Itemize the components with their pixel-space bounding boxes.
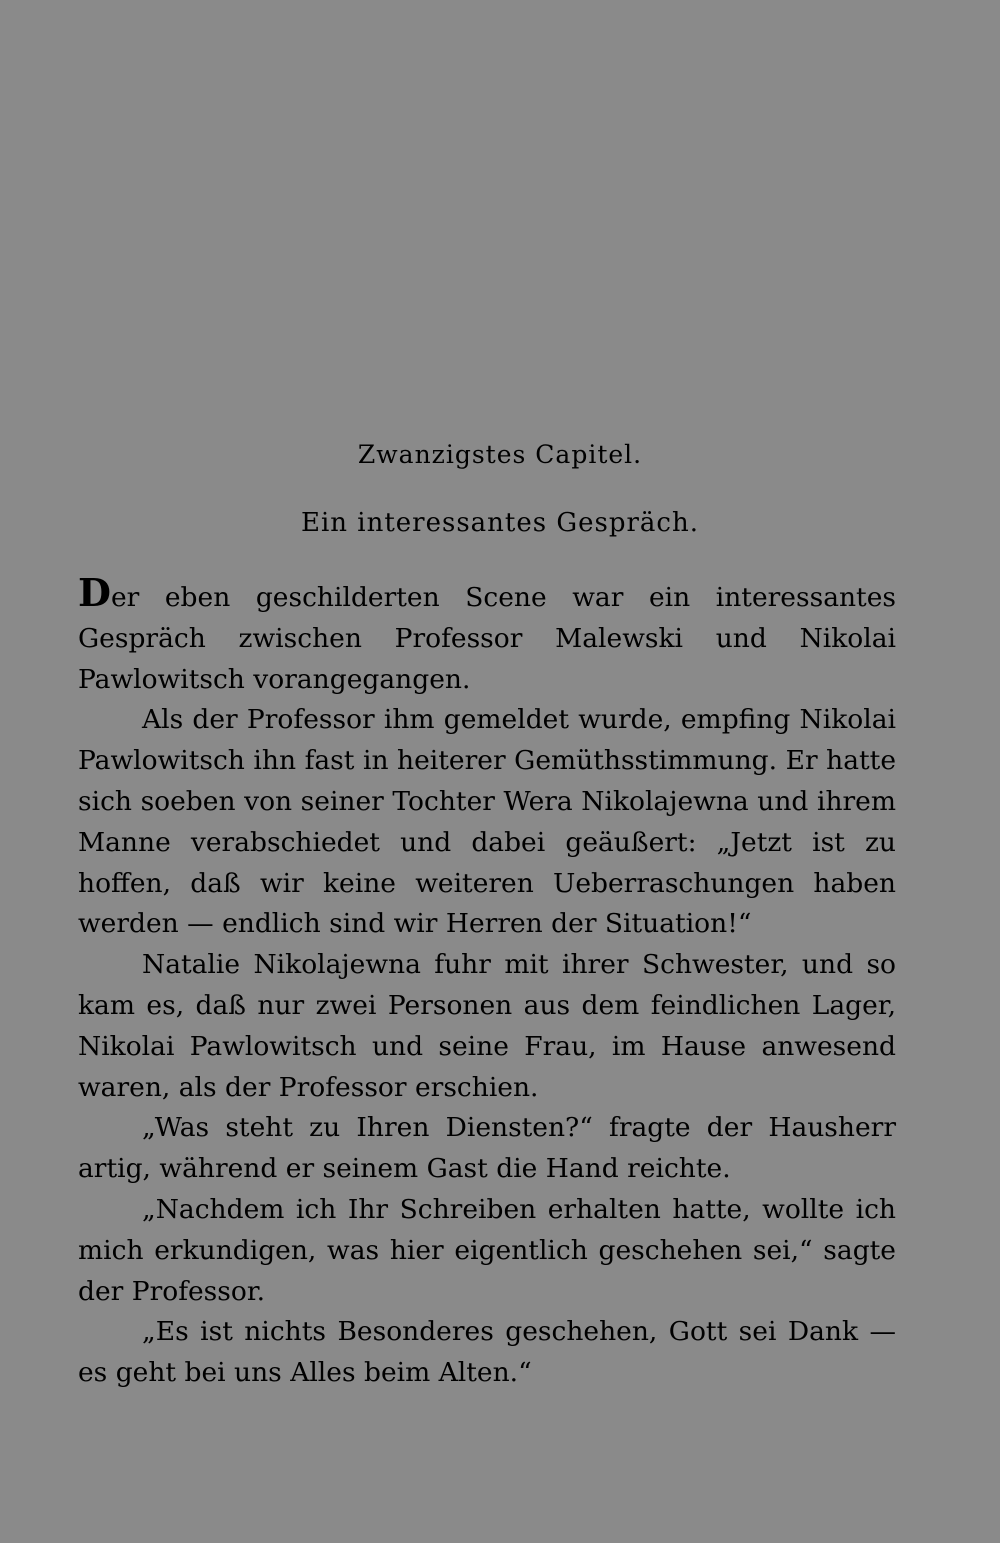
paragraph-6: „Es ist nichts Besonderes geschehen, Gott sei Dank — es geht bei uns Alles beim Alten.“ xyxy=(78,1316,896,1389)
section-title: Ein interessantes Gespräch. xyxy=(300,508,700,538)
paragraph-text: er eben geschilderten Scene war ein interessantes Gespräch zwischen Professor Malewski und Nikolai Pawlowitsch vorangegangen. xyxy=(78,582,896,695)
paragraph-1 xyxy=(78,570,896,700)
paragraph-5: „Nachdem ich Ihr Schreiben erhalten hatte, wollte ich mich erkundigen, was hier eigentlich geschehen sei,“ sagte der Professor. xyxy=(78,1193,896,1307)
paragraph-2: Als der Professor ihm gemeldet wurde, empfing Nikolai Pawlowitsch ihn fast in heiterer Gemüthsstimmung. Er hatte sich soeben von seiner Tochter Wera Nikolajewna und ihrem Manne verabschiedet und dabei geäußert: „Jetzt ist zu hoffen, daß wir keine weiteren Ueberraschungen haben werden — endlich sind wir Herren der Situation!“ xyxy=(78,704,896,940)
chapter-title: Zwanzigstes Capitel. xyxy=(357,440,643,469)
body-text xyxy=(78,570,896,1394)
paragraph-4: „Was steht zu Ihren Diensten?“ fragte der Hausherr artig, während er seinem Gast die Hand reichte. xyxy=(78,1112,896,1185)
initial-letter: D xyxy=(78,570,111,615)
paragraph-3: Natalie Nikolajewna fuhr mit ihrer Schwester, und so kam es, daß nur zwei Personen aus dem feindlichen Lager, Nikolai Pawlowitsch und seine Frau, im Hause anwesend waren, als der Professor erschien. xyxy=(78,949,896,1103)
